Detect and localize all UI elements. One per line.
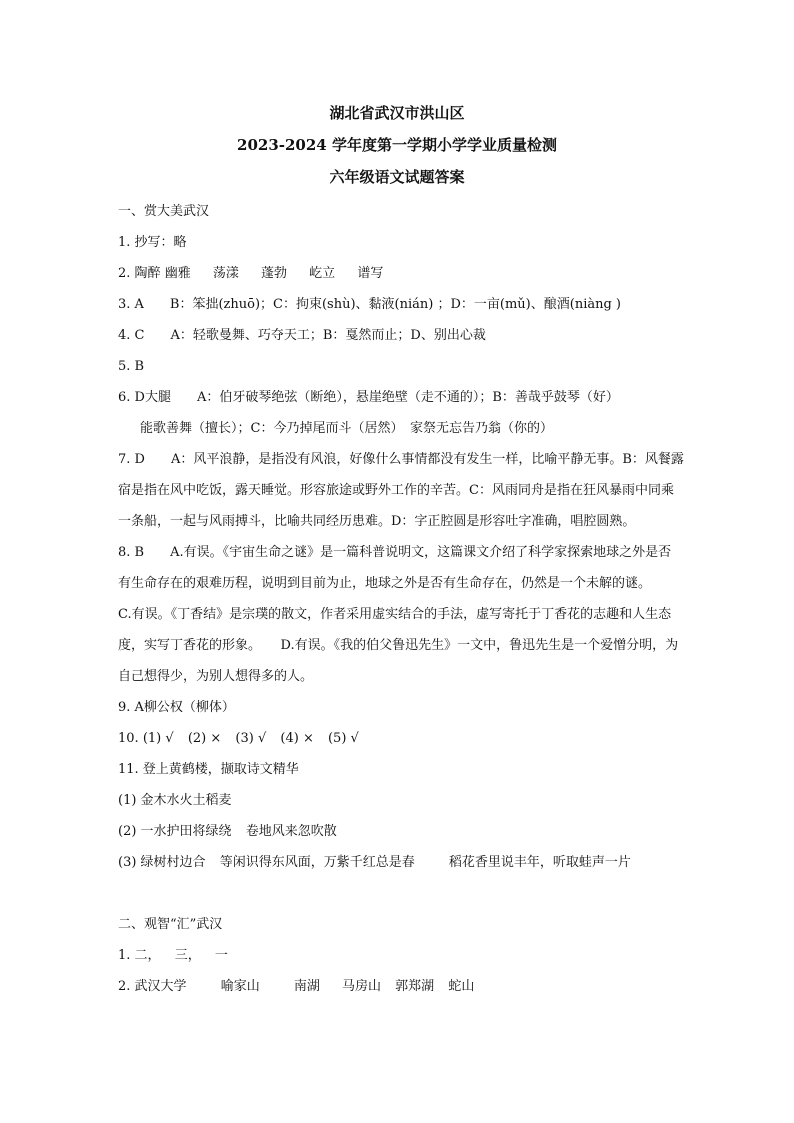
answer-s2-q2-item: 蛇山 [448,979,475,994]
answer-s2-q1-number: 1. [118,948,131,963]
answer-q11-part2 [118,816,684,847]
section-heading-2: 二、观智“汇”武汉 [118,917,223,932]
answer-q11-title: 11. 登上黄鹤楼，撷取诗文精华 [118,762,299,777]
answer-q10-item: (5) √ [327,731,359,746]
answer-q10-item: (2) × [187,731,222,746]
answer-s2-q1-item: 一 [214,948,228,963]
answer-body [118,196,684,1002]
answer-s2-q2-item: 郭郑湖 [395,979,435,994]
answer-s2-q1-item: 三， [174,948,201,963]
answer-q2-word: 幽雅 [164,266,191,281]
answer-s2-q1 [118,940,684,971]
answer-q7: 7. D A：风平浪静，是指没有风浪，好像什么事情都没有发生一样，比喻平静无事。B：风餐露宿是指在风中吃饭，露天睡觉。形容旅途或野外工作的辛苦。C：风雨同舟是指在狂风暴雨中同乘一条船，一起与风雨搏斗，比喻共同经历患难。D：字正腔圆是形容吐字准确，唱腔圆熟。 [118,452,684,529]
answer-q2-number: 2. [118,266,131,281]
answer-q11-part2-b: 卷地风来忽吹散 [245,824,337,839]
document-title-region: 湖北省武汉市洪山区 [329,104,465,122]
answer-q5: 5. B [118,359,145,374]
answer-q10-item: (3) √ [235,731,267,746]
answer-q1: 1. 抄写：略 [118,235,187,250]
answer-q11-part2-a: (2) 一水护田将绿绕 [118,824,232,839]
answer-q10-item: (1) √ [142,731,174,746]
section-heading-1: 一、赏大美武汉 [118,204,210,219]
answer-q10-item: (4) × [280,731,314,746]
answer-q11-part3-b: 等闲识得东风面，万紫千红总是春 [219,855,415,870]
answer-q9: 9. A柳公权（柳体） [118,700,235,715]
answer-q2-word: 陶醉 [134,266,161,281]
answer-q6-line2: 能歌善舞（擅长）；C：今乃掉尾而斗（居然） 家祭无忘告乃翁（你的） [140,421,553,436]
document-title-subject: 六年级语文试题答案 [329,168,465,186]
answer-q10-number: 10. [118,731,139,746]
answer-q4: 4. C A：轻歌曼舞、巧夺天工；B：戛然而止；D、别出心裁 [118,328,486,343]
answer-q11-part1: (1) 金木水火土稻麦 [118,793,232,808]
answer-s2-q2-item: 武汉大学 [134,979,187,994]
answer-q2-word: 谱写 [357,266,384,281]
answer-q11-part3-c: 稻花香里说丰年，听取蛙声一片 [448,855,631,870]
answer-q11-part3-a: (3) 绿树村边合 [118,855,206,870]
answer-s2-q2-item: 南湖 [293,979,320,994]
answer-q11-part3 [118,847,684,878]
answer-s2-q1-item: 二， [134,948,161,963]
answer-q3: 3. A B：笨拙(zhuō)；C：拘束(shù)、黏液(nián) ；D：一亩(mǔ)、酿酒(niàng ) [118,297,621,312]
answer-q2-word: 蓬勃 [261,266,288,281]
answer-q2 [118,258,684,289]
answer-q6-line1: 6. D大腿 A：伯牙破琴绝弦（断绝），悬崖绝壁（走不通的）；B：善哉乎鼓琴（好） [118,390,619,405]
answer-q10 [118,723,684,754]
answer-s2-q2-item: 马房山 [342,979,382,994]
answer-q2-word: 荡漾 [212,266,239,281]
answer-s2-q2 [118,971,684,1002]
section-gap [118,878,684,909]
answer-q8: 8. B A.有误。《宇宙生命之谜》是一篇科普说明文，这篇课文介绍了科学家探索地球之外是否有生命存在的艰难历程，说明到目前为止，地球之外是否有生命存在，仍然是一个未解的谜。 C.有误。《丁香结》是宗璞的散文，作者采用虚实结合的手法，虚写寄托于丁香花的志趣和人生态度，实写丁香花的形象。 D.有误。《我的伯父鲁迅先生》一文中，鲁迅先生是一个爱憎分明，为自己想得少，为别人想得多的人。 [118,545,679,684]
document-title-term: 2023-2024 学年度第一学期小学学业质量检测 [237,136,557,154]
answer-s2-q2-number: 2. [118,979,131,994]
answer-s2-q2-item: 喻家山 [220,979,260,994]
answer-q2-word: 屹立 [309,266,336,281]
